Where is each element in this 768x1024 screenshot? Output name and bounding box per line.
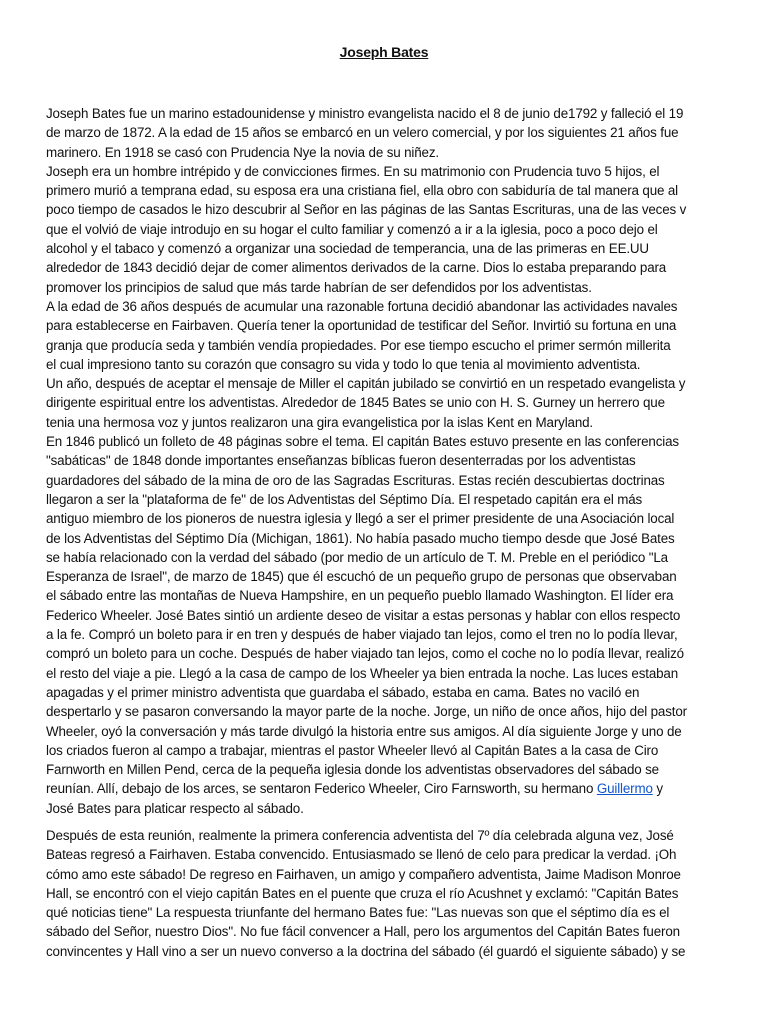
document-body [46,104,728,961]
text-line: Un año, después de aceptar el mensaje de Miller el capitán jubilado se convirtió en un respetado evangelista y [46,376,686,392]
text-line: apagadas y el primer ministro adventista que guardaba el sábado, estaba en cama. Bates no vaciló en [46,684,640,700]
text-line: guardadores del sábado de la mina de oro de las Sagradas Escrituras. Estas recién descubiertas doctrinas [46,472,665,488]
text-segment: reunían. Allí, debajo de los arces, se sentaron Federico Wheeler, Ciro Farnsworth, su hermano [46,781,597,797]
text-line: dirigente espiritual entre los adventistas. Alrededor de 1845 Bates se unio con H. S. Gurney un herrero que [46,395,665,411]
text-line: promover los principios de salud que más tarde habrían de ser defendidos por los adventistas. [46,279,592,295]
text-line: a la fe. Compró un boleto para ir en tren y después de haber viajado tan lejos, como el tren no lo podía llevar, [46,627,678,643]
text-line: Wheeler, oyó la conversación y más tarde divulgó la historia entre sus amigos. Al día siguiente Jorge y uno de [46,723,682,739]
text-line: Bateas regresó a Fairhaven. Estaba convencido. Entusiasmado se llenó de celo para predicar la verdad. ¡Oh [46,847,677,863]
text-line: el resto del viaje a pie. Llegó a la casa de campo de los Wheeler ya bien entrada la noche. Las luces estaban [46,665,679,681]
text-line: Joseph era un hombre intrépido y de convicciones firmes. En su matrimonio con Prudencia tuvo 5 hijos, el [46,163,660,179]
paragraph-2 [46,826,728,961]
paragraph-gap [46,818,728,826]
text-line: el sábado entre las montañas de Nueva Hampshire, en un pequeño pueblo llamado Washington. El líder era [46,588,674,604]
text-line: llegaron a ser la "plataforma de fe" de los Adventistas del Séptimo Día. El respetado capitán era el más [46,491,643,507]
text-line: los criados fueron al campo a trabajar, mientras el pastor Wheeler llevó al Capitán Bates a la casa de Ciro [46,742,659,758]
text-line: En 1846 publicó un folleto de 48 páginas sobre el tema. El capitán Bates estuvo presente en las conferencias [46,434,679,450]
text-line: sábado del Señor, nuestro Dios". No fue fácil convencer a Hall, pero los argumentos del Capitán Bates fueron [46,924,680,940]
text-line: Hall, se encontró con el viejo capitán Bates en el puente que cruza el río Acushnet y exclamó: "Capitán Bates [46,885,679,901]
text-line: primero murió a temprana edad, su esposa era una cristiana fiel, ella obro con sabiduría de tal manera que al [46,183,678,199]
text-line: José Bates para platicar respecto al sábado. [46,800,304,816]
guillermo-link[interactable]: Guillermo [596,781,653,797]
text-line: Joseph Bates fue un marino estadounidense y ministro evangelista nacido el 8 de junio de1792 y falleció el 19 [46,106,684,121]
text-line: qué noticias tiene" La respuesta triunfante del hermano Bates fue: "Las nuevas son que el séptimo día es el [46,905,670,921]
text-line: que el volvió de viaje introdujo en su hogar el culto familiar y comenzó a ir a la iglesia, poco a poco dejo el [46,221,658,237]
text-line: de los Adventistas del Séptimo Día (Michigan, 1861). No había pasado mucho tiempo desde que José Bates [46,530,675,546]
text-segment: y [652,781,663,797]
text-line: marinero. En 1918 se casó con Prudencia Nye la novia de su niñez. [46,144,439,160]
text-line: despertarlo y se pasaron conversando la mayor parte de la noche. Jorge, un niño de once años, hijo del pastor [46,704,687,720]
text-line: Después de esta reunión, realmente la primera conferencia adventista del 7º día celebrada alguna vez, José [46,827,674,843]
text-line: alrededor de 1843 decidió dejar de comer alimentos derivados de la carne. Dios lo estaba preparando para [46,260,667,276]
text-line: se había relacionado con la verdad del sábado (por medio de un artículo de T. M. Preble en el periódico "La [46,549,668,565]
text-line: convincentes y Hall vino a ser un nuevo converso a la doctrina del sábado (él guardó el siguiente sábado) y se [46,943,686,959]
text-line: alcohol y el tabaco y comenzó a organizar una sociedad de temperancia, una de las primeras en EE.UU [46,241,649,257]
text-line: poco tiempo de casados le hizo descubrir al Señor en las páginas de las Santas Escrituras, una de las veces v [46,202,687,218]
text-line: compró un boleto para un coche. Después de haber viajado tan lejos, como el coche no lo podía llevar, realizó [46,646,684,662]
document-title: Joseph Bates [339,44,429,60]
text-line: para establecerse en Fairbaven. Quería tener la oportunidad de testificar del Señor. Invirtió su fortuna en una [46,318,677,334]
text-line: tenia una hermosa voz y juntos realizaron una gira evangelistica por la islas Kent en Maryland. [46,414,593,430]
text-line: de marzo de 1872. A la edad de 15 años se embarcó en un velero comercial, y por los siguientes 21 años fue [46,125,679,141]
text-line: el cual impresiono tanto su corazón que consagro su vida y todo lo que tenia al movimiento adventista. [46,356,641,372]
paragraph-1 [46,104,728,779]
text-line: antiguo miembro de los pioneros de nuestra iglesia y llegó a ser el primer presidente de una Asociación local [46,511,675,527]
text-line: Federico Wheeler. José Bates sintió un ardiente deseo de visitar a estas personas y hablar con ellos respecto [46,607,681,623]
text-line: granja que producía seda y también vendía propiedades. Por ese tiempo escucho el primer sermón millerita [46,337,671,353]
text-line: "sabáticas" de 1848 donde importantes enseñanzas bíblicas fueron desenterradas por los adventistas [46,453,636,469]
text-line: A la edad de 36 años después de acumular una razonable fortuna decidió abandonar las actividades navales [46,298,678,314]
text-line: Esperanza de Israel", de marzo de 1845) que él escuchó de un pequeño grupo de personas que observaban [46,569,677,585]
text-line: Farnworth en Millen Pend, cerca de la pequeña iglesia donde los adventistas observadores del sábado se [46,762,659,778]
text-line-with-link [46,779,728,798]
text-line: cómo amo este sábado! De regreso en Fairhaven, un amigo y compañero adventista, Jaime Madison Monroe [46,866,681,882]
